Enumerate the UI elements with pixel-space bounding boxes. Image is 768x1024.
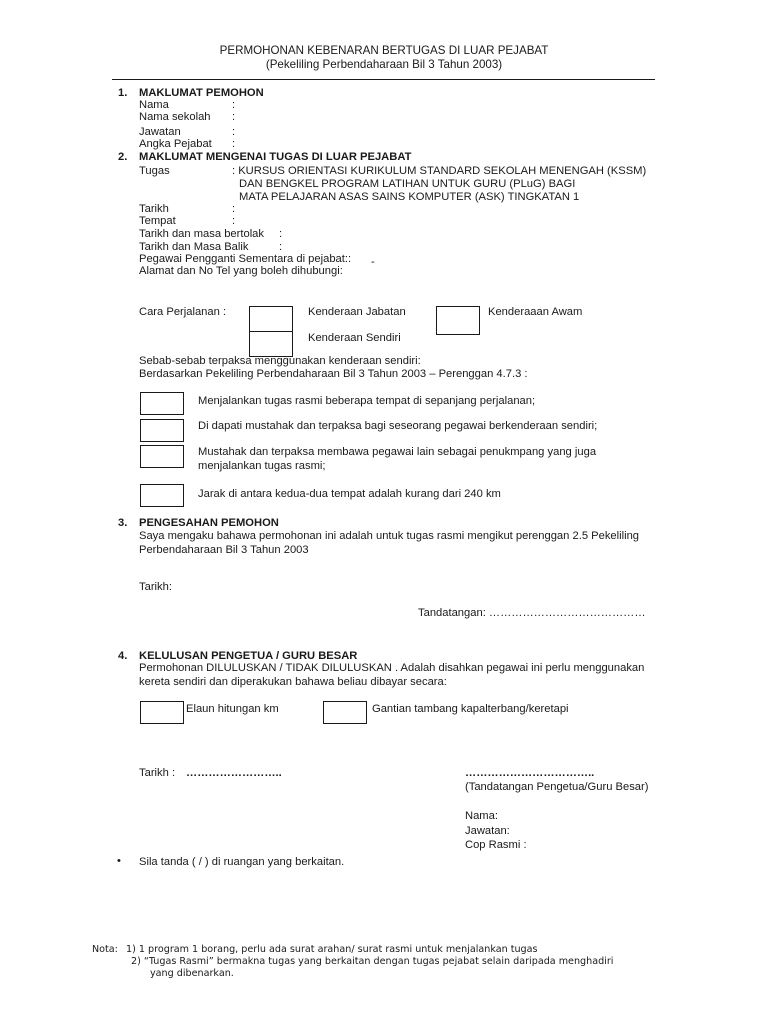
section4-number: 4. — [118, 650, 128, 662]
field-label-tarikh-balik: Tarikh dan Masa Balik — [139, 241, 249, 253]
tick-instruction: Sila tanda ( / ) di ruangan yang berkaitan. — [139, 856, 345, 868]
pemohon-signature-line: Tandatangan: …………………………………… — [418, 607, 646, 619]
pengesahan-line2: Perbendaharaan Bil 3 Tahun 2003 — [139, 544, 309, 556]
field-label-tarikh-bertolak: Tarikh dan masa bertolak — [139, 228, 264, 240]
reason-text-4: Jarak di antara kedua-dua tempat adalah kurang dari 240 km — [198, 488, 501, 500]
kenderaan-awam-checkbox[interactable] — [436, 306, 480, 335]
section2-heading: MAKLUMAT MENGENAI TUGAS DI LUAR PEJABAT — [139, 151, 412, 163]
reason-text-1: Menjalankan tugas rasmi beberapa tempat di sepanjang perjalanan; — [198, 395, 536, 407]
field-label-nama: Nama — [139, 99, 169, 111]
field-label-nama-sekolah: Nama sekolah — [139, 111, 211, 123]
reason-text-3a: Mustahak dan terpaksa membawa pegawai lain sebagai penukmpang yang juga — [198, 446, 597, 458]
header-divider — [112, 79, 655, 80]
field-colon: : — [232, 203, 236, 215]
form-subtitle: (Pekeliling Perbendaharaan Bil 3 Tahun 2003) — [265, 58, 503, 71]
kelulusan-line2: kereta sendiri dan diperakukan bahawa beliau dibayar secara: — [139, 676, 447, 688]
dash-mark: - — [371, 256, 375, 268]
field-label-pegawai-pengganti: Pegawai Pengganti Sementara di pejabat:: — [139, 253, 352, 265]
section3-number: 3. — [118, 517, 128, 529]
field-colon: : — [232, 99, 236, 111]
sebab-line2: Berdasarkan Pekeliling Perbendaharaan Bil 3 Tahun 2003 – Perenggan 4.7.3 : — [139, 368, 528, 380]
field-label-tugas: Tugas — [139, 165, 170, 177]
reason-checkbox-1[interactable] — [140, 392, 184, 415]
field-label-angka-pejabat: Angka Pejabat — [139, 138, 212, 150]
pengetua-signature-caption: (Tandatangan Pengetua/Guru Besar) — [465, 781, 649, 793]
elaun-label: Elaun hitungan km — [186, 703, 279, 715]
gantian-checkbox[interactable] — [323, 701, 367, 724]
field-label-tempat: Tempat — [139, 215, 176, 227]
kelulusan-line1: Permohonan DILULUSKAN / TIDAK DILULUSKAN . Adalah disahkan pegawai ini perlu menggunakan — [139, 662, 645, 674]
kenderaan-jabatan-checkbox[interactable] — [249, 306, 293, 333]
kelulusan-tarikh-label: Tarikh : — [139, 767, 176, 779]
kenderaan-jabatan-label: Kenderaan Jabatan — [308, 306, 406, 318]
section2-number: 2. — [118, 151, 128, 163]
elaun-checkbox[interactable] — [140, 701, 184, 724]
reason-text-3b: menjalankan tugas rasmi; — [198, 460, 326, 472]
pengesahan-line1: Saya mengaku bahawa permohonan ini adalah untuk tugas rasmi mengikut perenggan 2.5 Pekeliling — [139, 530, 640, 542]
field-colon: : — [232, 138, 236, 150]
field-label-tarikh: Tarikh — [139, 203, 169, 215]
pengetua-nama-label: Nama: — [465, 810, 498, 822]
field-label-jawatan: Jawatan — [139, 126, 181, 138]
cara-perjalanan-label: Cara Perjalanan : — [139, 306, 227, 318]
section1-heading: MAKLUMAT PEMOHON — [139, 87, 264, 99]
gantian-label: Gantian tambang kapalterbang/keretapi — [372, 703, 569, 715]
form-title: PERMOHONAN KEBENARAN BERTUGAS DI LUAR PEJABAT — [219, 44, 549, 57]
reason-checkbox-3[interactable] — [140, 445, 184, 468]
field-colon: : — [232, 126, 236, 138]
nota-label: Nota: — [92, 944, 118, 955]
field-colon: : — [279, 228, 283, 240]
pengetua-cop-label: Cop Rasmi : — [465, 839, 527, 851]
field-colon: : — [232, 111, 236, 123]
nota-item-1: 1) 1 program 1 borang, perlu ada surat arahan/ surat rasmi untuk menjalankan tugas — [126, 944, 538, 955]
reason-checkbox-2[interactable] — [140, 419, 184, 442]
field-colon: : — [232, 215, 236, 227]
nota-item-2-cont: yang dibenarkan. — [150, 968, 234, 979]
reason-text-2: Di dapati mustahak dan terpaksa bagi seseorang pegawai berkenderaan sendiri; — [198, 420, 598, 432]
tugas-value-line2: DAN BENGKEL PROGRAM LATIHAN UNTUK GURU (PLuG) BAGI — [239, 178, 576, 190]
section3-heading: PENGESAHAN PEMOHON — [139, 517, 279, 529]
field-colon: : — [279, 241, 283, 253]
tugas-value-line3: MATA PELAJARAN ASAS SAINS KOMPUTER (ASK) TINGKATAN 1 — [239, 191, 580, 203]
field-label-alamat: Alamat dan No Tel yang boleh dihubungi: — [139, 265, 343, 277]
kenderaan-awam-label: Kenderaaan Awam — [488, 306, 583, 318]
tugas-value-line1: : KURSUS ORIENTASI KURIKULUM STANDARD SEKOLAH MENENGAH (KSSM) — [232, 165, 647, 177]
reason-checkbox-4[interactable] — [140, 484, 184, 507]
nota-item-2: 2) “Tugas Rasmi” bermakna tugas yang berkaitan dengan tugas pejabat selain daripada menghadiri — [131, 956, 614, 967]
sebab-line1: Sebab-sebab terpaksa menggunakan kenderaan sendiri: — [139, 355, 421, 367]
kenderaan-sendiri-label: Kenderaan Sendiri — [308, 332, 401, 344]
pengetua-jawatan-label: Jawatan: — [465, 825, 510, 837]
kenderaan-sendiri-checkbox[interactable] — [249, 331, 293, 357]
kelulusan-tarikh-dots: …………………….. — [186, 767, 282, 779]
pemohon-tarikh-label: Tarikh: — [139, 581, 172, 593]
pengetua-signature-dots: …………………………….. — [465, 767, 595, 779]
section4-heading: KELULUSAN PENGETUA / GURU BESAR — [139, 650, 358, 662]
bullet-mark: • — [117, 855, 121, 867]
section1-number: 1. — [118, 87, 128, 99]
